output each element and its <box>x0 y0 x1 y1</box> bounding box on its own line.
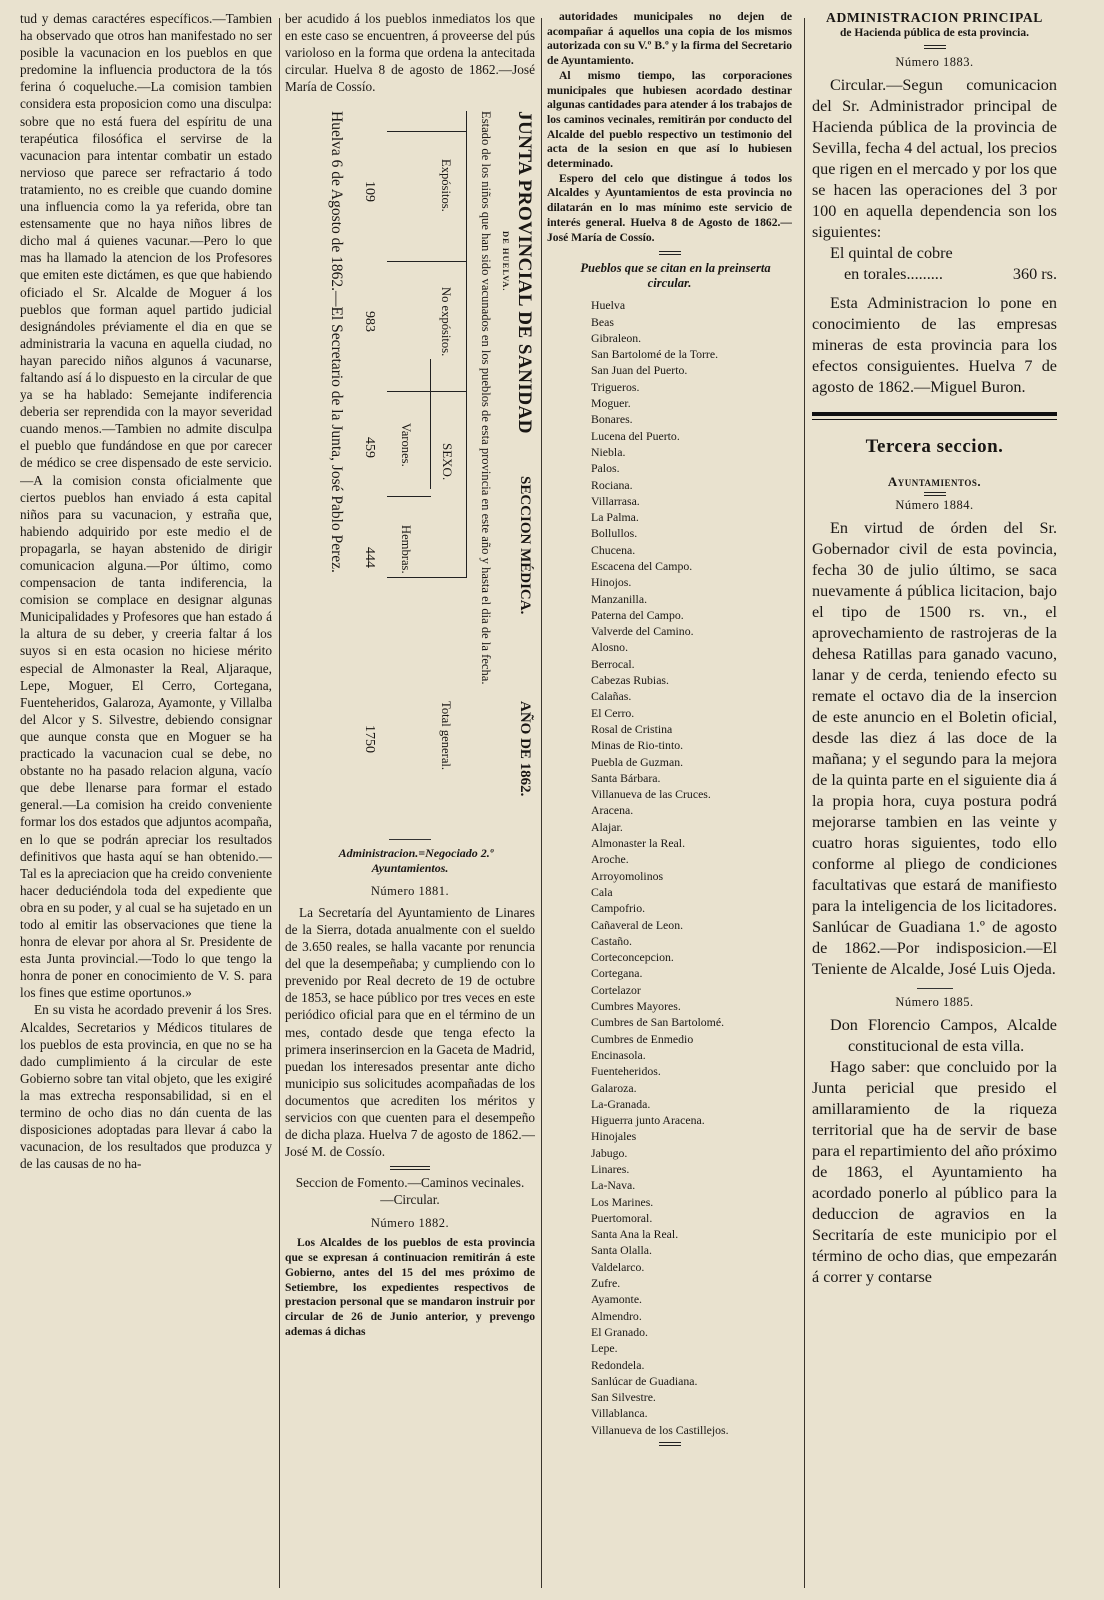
town-item: Hinojales <box>591 1129 637 1144</box>
town-item: Fuenteheridos. <box>591 1064 661 1079</box>
town-item: Villanueva de los Castillejos. <box>591 1422 729 1437</box>
town-item: Cumbres de Enmedio <box>591 1031 694 1046</box>
column-rule <box>541 18 542 1588</box>
admin-heading: Administracion.=Negociado 2.º Ayuntamientos. <box>338 846 494 876</box>
sexo-label: SEXO. <box>440 443 455 481</box>
col-header-total: Total general. <box>439 701 453 771</box>
price-item: El quintal de cobre <box>830 244 953 262</box>
number-1882: Número 1882. <box>370 1216 450 1231</box>
town-item: Galaroza. <box>591 1080 637 1095</box>
town-item: Villarrasa. <box>591 493 640 508</box>
town-item: Villablanca. <box>591 1406 648 1421</box>
town-item: Cañaveral de Leon. <box>591 917 684 932</box>
town-item: Hinojos. <box>591 575 632 590</box>
town-item: Trigueros. <box>591 379 640 394</box>
column-rule <box>279 18 280 1588</box>
paragraph-1885a: Don Florencio Campos, Alcalde constitucional de esta villa. <box>830 1016 1057 1055</box>
value-total: 1750 <box>362 725 377 754</box>
town-item: Alosno. <box>591 640 629 655</box>
town-item: Puebla de Guzman. <box>591 754 684 769</box>
town-item: Villanueva de las Cruces. <box>591 787 711 802</box>
number-1884: Número 1884. <box>895 498 974 512</box>
town-item: Cala <box>591 884 613 899</box>
town-item: Sanlúcar de Guadiana. <box>591 1373 698 1388</box>
number-1883: Número 1883. <box>895 55 974 69</box>
town-item: Cortelazor <box>591 982 641 997</box>
town-item: Escacena del Campo. <box>591 559 693 573</box>
number-1881: Número 1881. <box>370 883 450 898</box>
price-line <box>812 264 1057 285</box>
town-item: Bollullos. <box>591 526 638 541</box>
paragraph-1882-cont: autoridades municipales no dejen de acompañar á aquellos una copia de los mismos autorizada con su V.º B.º y la firma del Secretario de Ayuntamiento. <box>547 10 792 68</box>
paragraph-corporaciones: Al mismo tiempo, las corporaciones municipales que hubiesen acordado destinar algunas cantidades para atender á los trabajos de los caminos vecinales, remitirán por conducto del Alcalde del pueblo respectivo un testimonio del acta de la sesion en que así lo hubiesen determinado. <box>547 68 792 171</box>
town-item: Aracena. <box>591 803 634 818</box>
towns-heading: Pueblos que se citan en la preinserta circular. <box>580 261 771 291</box>
town-item: Bonares. <box>591 412 633 427</box>
price-item-2: en torales......... <box>844 265 943 283</box>
town-item: San Juan del Puerto. <box>591 363 688 378</box>
town-item: Cumbres de San Bartolomé. <box>591 1015 725 1030</box>
town-item: Encinasola. <box>591 1047 646 1062</box>
paragraph-1883: Circular.—Segun comunicacion del Sr. Administrador principal de Hacienda pública de la provincia de Sevilla, fecha 4 del actual, los precios que rigen en el mercado y por los que se hacen las operaciones del 3 por 100 en aquella dependencia son los siguientes: <box>812 76 1057 241</box>
town-item: Calañas. <box>591 689 632 704</box>
town-item: La Palma. <box>591 510 639 525</box>
admin-principal-heading: ADMINISTRACION PRINCIPAL <box>826 10 1043 25</box>
number-1885: Número 1885. <box>895 995 974 1009</box>
town-item: Lepe. <box>591 1341 618 1356</box>
col-header-hembras: Hembras. <box>399 525 413 575</box>
town-item: Santa Ana la Real. <box>591 1227 679 1242</box>
town-item: Santa Bárbara. <box>591 770 661 785</box>
town-item: Rosal de Cristina <box>591 721 673 736</box>
town-item: Valverde del Camino. <box>591 624 694 639</box>
value-expositos: 109 <box>362 181 377 203</box>
town-item: Campofrio. <box>591 901 646 916</box>
value-no-expositos: 983 <box>362 311 377 333</box>
col-header-no-expositos: No expósitos. <box>439 287 453 357</box>
town-item: Almendro. <box>591 1308 642 1323</box>
town-item: Paterna del Campo. <box>591 607 684 622</box>
report-paragraph: tud y demas caractéres específicos.—Tambien ha observado que otros han manifestado no ser posible la vacunacion en los pueblos en que predomine la influencia productora de la tós ferina ó coqueluche.—La comision tambien considera esta proposicion como una disculpa: sobre que no está fuera del espíritu de una terapéutica filosófica el servirse de la vacunacion para intentar combatir un estado nervioso que parece ser refractario á todo tratamiento, no es creible que cuando domine una influencia como la ya referida, obre tan estensamente que no haya niños libres de dicho mal á quienes vacunar.—Pero lo que mas ha llamado la atencion de los Profesores que emiten este dictámen, es que que habiendo oficiado el Sr. Alcalde de Moguer á los pueblos que forman aquel partido judicial designándoles préviamente el dia en que se administraria la vacuna en aquella ciudad, no hayan parecido niños algunos á vacunarse, faltando así á lo dispuesto en la circular de que ya se ha hablado: Semejante indiferencia deberia ser reprendida con la mayor severidad cuando menos.—Tambien no admite disculpa el pueblo que fundándose en que por carecer de médico se cree dispensado de este servicio.—A la comision consta oficialmente que ciertos pueblos han enviado á esta capital niños para su vacunacion, y estraña que, habiendo adquirido por este medio el de propagarla, se hayan abstenido de dirigir comunicacion alguna.—Por último, como compensacion de tanta indiferencia, la comision se complace en designar algunas Municipalidades y Profesores que han estado á la altura de su deber, y creeria faltar á los suyos si en esta ocasion no hiciese mérito especial de Almonaster la Real, Aljaraque, Lepe, Moguer, El Cerro, Cortegana, Fuenteheridos, Galaroza, Ayamonte, y Villalba del Alcor y S. Silvestre, debiendo consignar que aunque consta que en Moguer se ha practicado la vacunacion cual se debe, no obstante no ha pasado relacion alguna, vacío que debe llenarse para formar el estado general.—La comision ha creido conveniente formar los dos estados que adjuntos acompaña, en lo que se podrán apreciar los resultados definitivos que hasta aquí se han obtenido.—Tal es la apreciacion que ha creido conveniente hacer deduciéndola toda del expediente que obra en su poder, y al cual se ha sujetado en un todo al emitir las observaciones que tiene la honra de elevar por ahora al Sr. Presidente de esta Junta provincial.—Todo lo que tengo la honra de poner en conocimiento de V. S. para los fines que estime oportunos.» <box>20 11 272 1001</box>
towns-list <box>547 297 792 1438</box>
town-item: Valdelarco. <box>591 1259 645 1274</box>
town-item: Higuerra junto Aracena. <box>591 1113 705 1128</box>
town-item: Aroche. <box>591 852 629 867</box>
town-item: La-Granada. <box>591 1096 651 1111</box>
value-varones: 459 <box>362 437 377 459</box>
town-item: Rociana. <box>591 477 633 492</box>
town-item: Chucena. <box>591 542 636 557</box>
town-item: Almonaster la Real. <box>591 836 686 851</box>
paragraph-1881: La Secretaría del Ayuntamiento de Linares de la Sierra, dotada anualmente con el sueldo de 3.650 reales, se halla vacante por renuncia del que la desempeñaba; y cumpliendo con lo prevenido por Real decreto de 19 de octubre de 1853, se hace público por tres veces en este periódico oficial para que en el término de un mes, contado desde que tenga efecto la primera inserinsercion en la Gaceta de Madrid, puedan los interesados presentar ante dicho municipio sus solicitudes acompañadas de los documentos que acrediten los méritos y servicios con que cuenten para el desempeño de dicha plaza. Huelva 7 de agosto de 1862.—José M. de Cossío. <box>285 904 535 1160</box>
town-item: Minas de Rio-tinto. <box>591 738 684 753</box>
col-header-varones: Varones. <box>399 423 413 468</box>
town-item: Linares. <box>591 1161 630 1176</box>
town-item: Gibraleon. <box>591 330 642 345</box>
town-item: Puertomoral. <box>591 1210 653 1225</box>
town-item: Lucena del Puerto. <box>591 428 680 443</box>
town-item: Zufre. <box>591 1276 621 1291</box>
table-heading: JUNTA PROVINCIAL DE SANIDAD <box>514 111 535 435</box>
paragraph-espero: Espero del celo que distingue á todos los Alcaldes y Ayuntamientos de esta provincia no dilatarán en lo mas mínimo este servicio de interés general. Huelva 8 de Agosto de 1862.—José María de Cossío. <box>547 171 792 244</box>
decree-paragraph: En su vista he acordado prevenir á los Sres. Alcaldes, Secretarios y Médicos titulares de los pueblos de esta provincia, en que no se ha dado cumplimiento á la circular de este Gobierno sobre tan vital objeto, que les exigiré la mas extrecha responsabilidad, si en el termino de ocho dias no dán cuenta de las disposiciones adoptadas para llevar á cabo la vacunacion, de los resultados que produzca y de las causas de no ha- <box>20 1002 272 1172</box>
town-item: El Cerro. <box>591 705 635 720</box>
town-item: Cabezas Rubias. <box>591 673 669 688</box>
town-item: Arroyomolinos <box>591 868 664 883</box>
column-4 <box>812 10 1057 1595</box>
town-item: Alajar. <box>591 819 623 834</box>
town-item: Huelva <box>591 298 626 313</box>
town-item: Berrocal. <box>591 656 635 671</box>
town-item: El Granado. <box>591 1324 648 1339</box>
paragraph-1884: En virtud de órden del Sr. Gobernador civil de esta povincia, fecha 30 de julio último, se saca nuevamente á pública licitacion, bajo el tipo de 1500 rs. vn., el aprovechamiento de rastrojeras de la dehesa Ratillas para ganado vacuno, lanar y de cerda, teniendo efecto su remate el octavo dia de la insercion de este anuncio en el Boletin oficial, desde las diez á las doce de la mañana; y el segundo para la mejora de la quinta parte en el siguiente dia á la propia hora, cuya postura podrá mejorarse tambien en las veinte y cuatro horas siguientes, todo ello conforme al pliego de condiciones facultativas que estará de manifiesto para la inteligencia de los licitadores. Sanlúcar de Guadiana 1.º de agosto de 1862.—Por indisposicion.—El Teniente de Alcalde, José Luis Ojeda. <box>812 519 1057 978</box>
town-item: Castaño. <box>591 933 632 948</box>
paragraph-1882: Los Alcaldes de los pueblos de esta provincia que se expresan á continuacion remitirán á este Gobierno, antes del 15 del mes próximo de Setiembre, los expedientes respectivos de prestacion personal que se mandaron instruir por circular de 26 de Junio anterior, y prevengo ademas á dichas <box>285 1236 535 1338</box>
column-rule <box>804 18 805 1588</box>
value-hembras: 444 <box>362 547 377 569</box>
town-item: Moguer. <box>591 396 631 411</box>
ayuntamientos-title: Ayuntamientos. <box>887 474 982 489</box>
town-item: San Silvestre. <box>591 1390 656 1405</box>
town-item: La-Nava. <box>591 1178 636 1193</box>
section-title: Tercera seccion. <box>865 436 1004 457</box>
paragraph-1883b: Esta Administracion lo pone en conocimiento de las empresas mineras de esta provincia para los efectos consiguientes. Huelva 7 de agosto de 1862.—Miguel Buron. <box>812 294 1057 396</box>
table-section: SECCION MÉDICA. <box>517 476 533 615</box>
town-item: Santa Olalla. <box>591 1243 652 1258</box>
col-header-expositos: Expósitos. <box>439 159 453 213</box>
column-1 <box>20 10 272 1595</box>
table-year: AÑO DE 1862. <box>517 701 533 797</box>
town-item: Corteconcepcion. <box>591 950 674 965</box>
town-item: Cortegana. <box>591 966 643 981</box>
column-3 <box>547 10 792 1595</box>
town-item: Beas <box>591 314 614 329</box>
paragraph-1885b: Hago saber: que concluido por la Junta pericial que presido el amillaramiento de la riqueza territorial que ha de servir de base para el repartimiento del año próximo de 1863, el Ayuntamiento ha acordado ponerlo al público para la deduccion de agravios en la Secritaría de este municipio por el término de ocho dias, que empezarán á correr y contarse <box>812 1058 1057 1286</box>
town-item: Niebla. <box>591 444 626 459</box>
town-item: San Bartolomé de la Torre. <box>591 347 719 362</box>
table-subheading: DE HUELVA. <box>501 231 511 293</box>
town-item: Palos. <box>591 461 620 476</box>
fomento-heading: Seccion de Fomento.—Caminos vecinales.—Circular. <box>295 1175 525 1208</box>
town-item: Ayamonte. <box>591 1292 643 1307</box>
admin-principal-subheading: de Hacienda pública de esta provincia. <box>840 27 1029 39</box>
town-item: Jabugo. <box>591 1145 628 1160</box>
town-item: Redondela. <box>591 1357 645 1372</box>
decree-continuation: ber acudido á los pueblos inmediatos los que en este caso se encuentren, á proveerse del pús varioloso en la forma que ordena la antecitada circular. Huelva 8 de agosto de 1862.—José María de Cossío. <box>285 11 535 95</box>
price-value: 360 rs. <box>1012 265 1057 283</box>
town-item: Manzanilla. <box>591 591 648 606</box>
town-item: Los Marines. <box>591 1194 654 1209</box>
table-caption: Estado de los niños que han sido vacunados en los pueblos de esta provincia en este año y hasta el dia de la fecha. <box>479 111 493 686</box>
column-2 <box>285 10 535 1595</box>
vaccination-table <box>285 111 535 831</box>
table-footer: Huelva 6 de Agosto de 1862.—El Secretario de la Junta, José Pablo Perez. <box>328 111 345 574</box>
town-item: Cumbres Mayores. <box>591 999 681 1014</box>
